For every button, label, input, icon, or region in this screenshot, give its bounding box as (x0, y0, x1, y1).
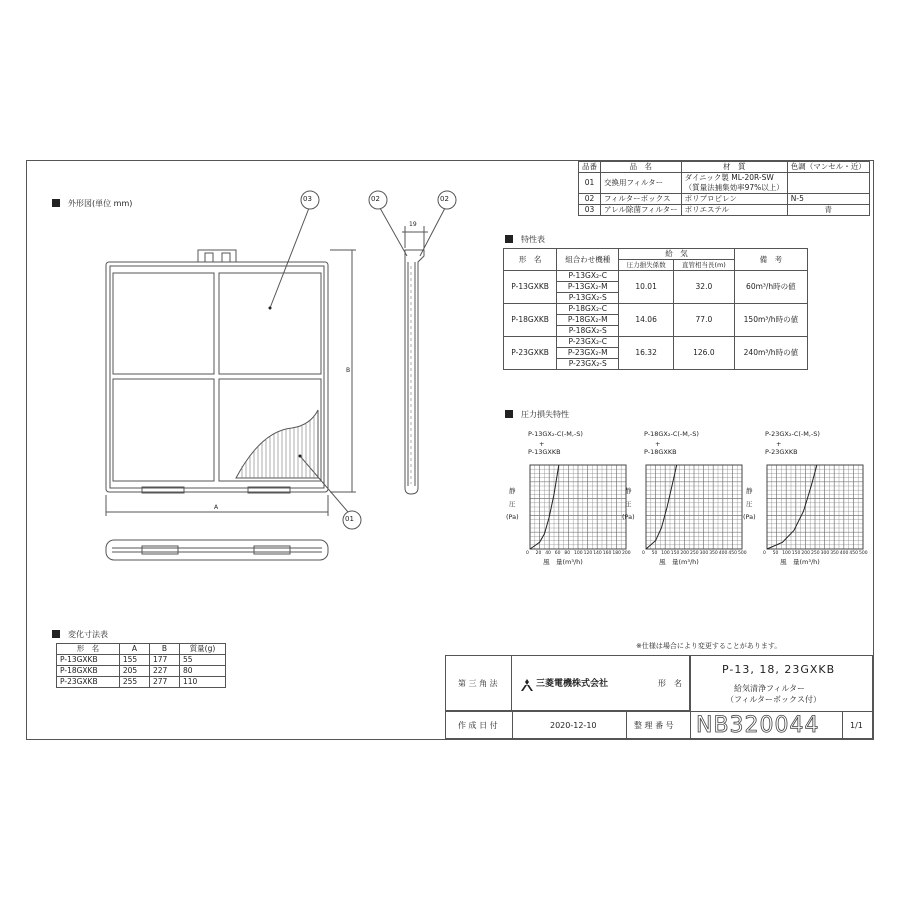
char-loss: 10.01 (619, 271, 674, 304)
mat-row-material: ポリプロピレン (681, 194, 787, 205)
chart-subtitle: P-18GXKB (644, 448, 677, 456)
chart-ylabel: 圧 (746, 500, 753, 508)
char-header-len: 直管相当長(m) (674, 260, 735, 271)
char-model: P-23GXKB (504, 337, 557, 370)
char-len: 32.0 (674, 271, 735, 304)
date-value: 2020-12-10 (550, 721, 597, 730)
drawing-number: NB320044 (696, 713, 820, 738)
chart-title: P-13GX₂-C(-M,-S) (528, 430, 583, 438)
chart-xtick: 100 (661, 551, 670, 556)
chart-xtick: 120 (583, 551, 593, 556)
mat-row-material: ポリエステル (681, 205, 787, 216)
callout-03-label: 03 (303, 195, 312, 203)
chart-xtick: 350 (830, 551, 839, 556)
chart-xtick: 250 (690, 551, 699, 556)
dim-b-label: B (346, 367, 351, 374)
char-header-note: 備 考 (734, 249, 807, 271)
chart-yunit: (Pa) (743, 513, 756, 521)
dim-cell: 155 (119, 655, 149, 666)
dim-cell: 255 (119, 677, 149, 688)
chart-xtick: 40 (545, 551, 551, 556)
chart-plus: + (655, 440, 661, 448)
mat-row-no: 02 (579, 194, 601, 205)
char-combo: P-13GX₂-M (557, 282, 619, 293)
mitsubishi-logo-icon (520, 679, 534, 691)
spec-note: ※仕様は場合により変更することがあります。 (636, 642, 782, 650)
date-label: 作 成 日 付 (458, 721, 498, 730)
chart-ylabel: 静 (746, 487, 753, 495)
char-loss: 16.32 (619, 337, 674, 370)
char-note: 150m³/h時の値 (734, 304, 807, 337)
dim-cell: 177 (149, 655, 179, 666)
chart-xtick: 450 (728, 551, 737, 556)
characteristics-table (503, 248, 808, 370)
chart-xtick: 180 (612, 551, 621, 556)
chart-xtick: 100 (782, 551, 791, 556)
chart-xtick: 60 (554, 551, 561, 556)
page-number: 1/1 (850, 721, 863, 730)
chart-ylabel: 静 (625, 487, 632, 495)
mat-row-name: 交換用フィルター (601, 173, 682, 194)
chart-xtick: 300 (699, 551, 709, 556)
dim-header-model: 形 名 (57, 644, 120, 655)
char-combo: P-18GX₂-C (557, 304, 619, 315)
product-name-2: （フィルターボックス付） (726, 695, 821, 704)
dim-width-19: 19 (409, 221, 417, 228)
char-combo: P-18GX₂-S (557, 326, 619, 337)
chart-plus: + (539, 440, 545, 448)
callout-02b-label: 02 (440, 195, 449, 203)
chart-xtick: 350 (709, 551, 718, 556)
char-combo: P-13GX₂-S (557, 293, 619, 304)
product-name: 給気清浄フィルター (734, 684, 806, 693)
heading-square-icon (505, 235, 513, 243)
chart-xtick: 20 (535, 551, 542, 556)
chart-xtick: 150 (791, 551, 801, 556)
dim-cell: P-13GXKB (57, 655, 120, 666)
chart-xtick: 160 (602, 551, 612, 556)
chart-yunit: (Pa) (622, 513, 635, 521)
chart-plot (646, 465, 776, 575)
chart-plot (767, 465, 897, 575)
mat-header-name: 品 名 (601, 162, 682, 173)
char-header-supply: 給 気 (619, 249, 735, 260)
char-note: 240m³/h時の値 (734, 337, 807, 370)
char-combo: P-23GX₂-C (557, 337, 619, 348)
title-block (445, 655, 873, 739)
chart-xtick: 150 (670, 551, 680, 556)
chart-xtick: 500 (738, 551, 747, 556)
mat-header-no: 品番 (579, 162, 601, 173)
chart-xtick: 500 (859, 551, 868, 556)
char-loss: 14.06 (619, 304, 674, 337)
chart-ylabel: 圧 (625, 500, 632, 508)
chart-xtick: 450 (849, 551, 858, 556)
chart-xtick: 50 (772, 551, 779, 556)
dimensions-heading-text: 変化寸法表 (68, 630, 108, 639)
char-model: P-13GXKB (504, 271, 557, 304)
mat-row-color: N-5 (787, 194, 869, 205)
char-model: P-18GXKB (504, 304, 557, 337)
chart-xtick: 200 (622, 551, 631, 556)
dimensions-table (56, 643, 226, 688)
chart-title: P-18GX₂-C(-M,-S) (644, 430, 699, 438)
callout-02-label: 02 (371, 195, 380, 203)
char-combo: P-18GX₂-M (557, 315, 619, 326)
dim-header-b: B (149, 644, 179, 655)
mat-row-name: アレル除菌フィルター (601, 205, 682, 216)
chart-xtick: 200 (801, 551, 810, 556)
dim-cell: 80 (179, 666, 225, 677)
mat-row-color: 青 (787, 205, 869, 216)
mat-row-name: フィルターボックス (601, 194, 682, 205)
char-header-loss: 圧力損失係数 (619, 260, 674, 271)
chart-plus: + (776, 440, 782, 448)
number-label: 整 理 番 号 (634, 721, 674, 730)
chart-xtick: 0 (763, 551, 766, 556)
chart-xtick: 0 (526, 551, 529, 556)
mat-row-no: 03 (579, 205, 601, 216)
dim-cell: 227 (149, 666, 179, 677)
chart-xtick: 300 (820, 551, 830, 556)
chart-xtick: 100 (574, 551, 583, 556)
chart-xtick: 400 (839, 551, 849, 556)
dim-header-a: A (119, 644, 149, 655)
chart-plot (530, 465, 660, 575)
dim-cell: 277 (149, 677, 179, 688)
dim-cell: 110 (179, 677, 225, 688)
char-combo: P-13GX₂-C (557, 271, 619, 282)
chart-xtick: 140 (593, 551, 602, 556)
mat-row-material2: （質量法捕集効率97%以上） (681, 183, 787, 194)
outline-heading-text: 外形図(単位 mm) (68, 199, 133, 208)
heading-square-icon (505, 410, 513, 418)
char-header-combo: 組合わせ機種 (557, 249, 619, 271)
projection-label: 第 三 角 法 (458, 679, 498, 688)
dim-a-label: A (214, 504, 219, 511)
chart-title: P-23GX₂-C(-M,-S) (765, 430, 820, 438)
dimensions-heading (52, 629, 108, 640)
mat-row-material: ダイニック製 ML-20R-SW (681, 173, 787, 184)
char-header-model: 形 名 (504, 249, 557, 271)
mat-header-material: 材 質 (681, 162, 787, 173)
chart-yunit: (Pa) (506, 513, 519, 521)
dim-cell: 55 (179, 655, 225, 666)
chart-xtick: 250 (811, 551, 820, 556)
char-note: 60m³/h時の値 (734, 271, 807, 304)
pressure-heading-text: 圧力損失特性 (521, 410, 569, 419)
chart-subtitle: P-13GXKB (528, 448, 561, 456)
model-label: 形 名 (658, 679, 682, 688)
chart-xlabel: 風 量(m³/h) (780, 558, 820, 566)
dim-cell: 205 (119, 666, 149, 677)
chart-xtick: 80 (564, 551, 571, 556)
characteristics-heading (505, 234, 545, 245)
characteristics-heading-text: 特性表 (521, 235, 545, 244)
model-value: P-13, 18, 23GXKB (722, 663, 836, 676)
company-name: 三菱電機株式会社 (536, 679, 609, 689)
mat-header-color: 色調（マンセル・近） (787, 162, 869, 173)
char-combo: P-23GX₂-M (557, 348, 619, 359)
char-len: 77.0 (674, 304, 735, 337)
dim-cell: P-23GXKB (57, 677, 120, 688)
mat-row-no: 01 (579, 173, 601, 194)
chart-xtick: 50 (651, 551, 658, 556)
chart-subtitle: P-23GXKB (765, 448, 798, 456)
heading-square-icon (52, 630, 60, 638)
dim-cell: P-18GXKB (57, 666, 120, 677)
chart-xtick: 0 (642, 551, 645, 556)
chart-xlabel: 風 量(m³/h) (543, 558, 583, 566)
char-combo: P-23GX₂-S (557, 359, 619, 370)
chart-xlabel: 風 量(m³/h) (659, 558, 699, 566)
chart-xtick: 200 (680, 551, 689, 556)
callout-01-label: 01 (345, 515, 354, 523)
dim-header-mass: 質量(g) (179, 644, 225, 655)
pressure-heading (505, 409, 569, 420)
char-len: 126.0 (674, 337, 735, 370)
chart-xtick: 400 (718, 551, 728, 556)
chart-ylabel: 圧 (509, 500, 516, 508)
chart-ylabel: 静 (509, 487, 516, 495)
